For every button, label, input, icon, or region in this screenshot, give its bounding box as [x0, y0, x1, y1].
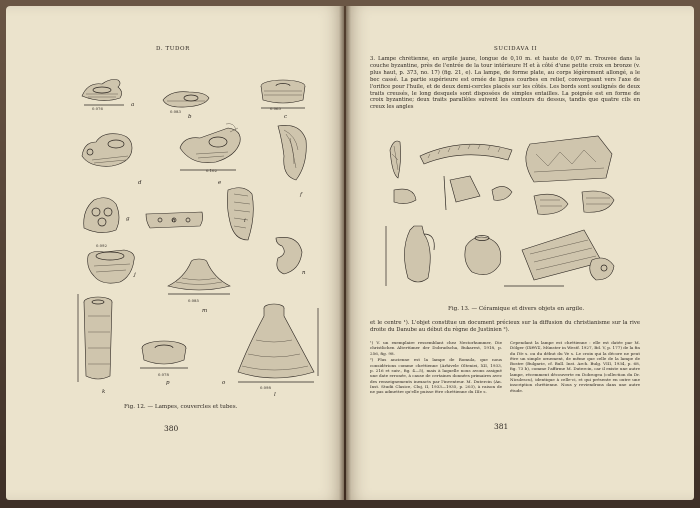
tube-drawing: [76, 292, 116, 388]
figure-label-e: e: [218, 180, 222, 186]
right-running-head: SUCIDAVA II: [494, 46, 538, 52]
figure-label-g: g: [126, 216, 130, 222]
figure-label-f: f: [300, 192, 303, 198]
dimension-label: 0.078: [158, 372, 169, 377]
figure-label-d: d: [138, 180, 142, 186]
figure-13-ceramics-plate: [384, 130, 620, 300]
figure-label-k: k: [102, 389, 106, 395]
lamp-drawing-a: [78, 74, 128, 110]
lamp-drawing-j: [84, 246, 140, 290]
footnotes-column-left: [370, 340, 502, 396]
lamp-drawing-b: [161, 86, 211, 112]
left-running-head: D. TUDOR: [156, 46, 190, 52]
left-page-number: 380: [164, 424, 179, 433]
right-figure-caption: Fig. 13. — Céramique et divers objets en argile.: [448, 306, 585, 312]
dimension-label: 0.065: [270, 106, 281, 111]
dimension-label: 0.098: [260, 385, 271, 390]
figure-label-j: j: [134, 272, 136, 278]
figure-label-a: a: [131, 102, 135, 108]
figure-label-n: n: [302, 270, 306, 276]
left-figure-caption: Fig. 12. — Lampes, couvercles et tubes.: [124, 404, 238, 410]
lamp-drawing-p: [136, 336, 192, 372]
lid-drawing-large: [234, 300, 324, 388]
lamp-fragment-drawing-g: [78, 192, 124, 236]
footnote: Cependant la lampe est chrétienne : elle est datée par M. Dölger (ΙΧΘΥΣ, Münster in Westf. 1927, Bd. V, p. 177) de la fin du IVe s. ou du début du Ve s. Le croix qui la décore ne peut être un simple ornement, de même que celle de la lampe de Bostre (Bulgarie, cf. Bull. Inst. Arch. Bulg. VIII, 1934, p. 68, fig. 73 b), comme l'affirme M. Dutercin, car il existe une autre lampe, récemment découverte en Dobrogea (collection du Dr. Niculescu), identique à celle-ci, et qui présente en outre une inscription chrétienne. Nous y reviendrons dans une autre étude.: [510, 340, 640, 393]
footnote: ¹) V. un exemplaire ressemblant chez Nestorhummer, Die christlichen Altertümer der Dobrudscha, Bukarest, 1918, p. 256, fig. 98.: [370, 340, 502, 356]
dimension-label: 0.076: [92, 106, 103, 111]
figure-label-h: h: [172, 218, 176, 224]
body-text-paragraph: 3. Lampe chrétienne, en argile jaune, longue de 0,10 m. et haute de 0,07 m. Trouvée dans la couche byzantine, près de l'entrée de la tour intérieure H et à côté d'une petite croix en bronze (v. plus haut, p. 373, no. 17) (fig. 21, e). La lampe, de forme plate, au corps légèrement allongé, a le bec cassé. La partie supérieure est ornée de lignes courbes en relief, convergeant vers l'axe de l'orifice pour l'huile, et de deux demi-cercles placés sur les côtés. Les bords sont soulignés de deux traits creusés, le long desquels sont disposées de simples entailles. La poignée est en forme de croix byzantine; deux traits parallèles suivent les contours du dessus, tandis que quatre cils en creux les angles: [370, 56, 640, 111]
footnote: ²) Plus ancienne est la lampe de Romula, que nous considérions comme chrétienne (Arhivele Olteniei, XII, 1933, p. 216 et suiv., fig. 4—5), mais à laquelle nous avons assigné une date erronée, à cause de certaines données primaires avec des renseignements inexacts par l'inventeur. M. Dutercin (An. Inst. Studii Clasice, Cluj, II, 1933—1935, p. 203), à raison de ne pas admettre qu'elle puisse être chrétienne du IIIe s.: [370, 357, 502, 395]
lamp-drawing-d: [78, 126, 136, 174]
dimension-label: 0.085: [188, 298, 199, 303]
figure-label-o: o: [222, 380, 226, 386]
body-text-continuation: et le centre ¹). L'objet constitue un document précieux sur la diffusion du christianisme sur la rive droite du Danube au début du règne de Justinien ²).: [370, 320, 640, 333]
lamp-fragment-drawing-f: [274, 120, 310, 186]
lid-drawing: [164, 254, 234, 300]
lamp-fragment-drawing-i: [224, 182, 258, 246]
dimension-label: 0.092: [96, 243, 107, 248]
lamp-drawing-e: [176, 118, 246, 174]
book-gutter: [339, 6, 351, 500]
left-page: [6, 6, 344, 500]
figure-label-i: i: [244, 218, 246, 224]
footnotes-column-right: [510, 340, 640, 394]
right-page-number: 381: [494, 422, 509, 431]
dimension-label: 0.102: [206, 168, 217, 173]
figure-label-l: l: [274, 392, 276, 398]
lamp-drawing-c: [258, 74, 308, 112]
figure-label-m: m: [202, 308, 208, 314]
figure-label-b: b: [188, 114, 192, 120]
figure-label-c: c: [284, 114, 288, 120]
figure-label-p: p: [166, 380, 170, 386]
dimension-label: 0.083: [170, 109, 181, 114]
right-page: [346, 6, 694, 500]
